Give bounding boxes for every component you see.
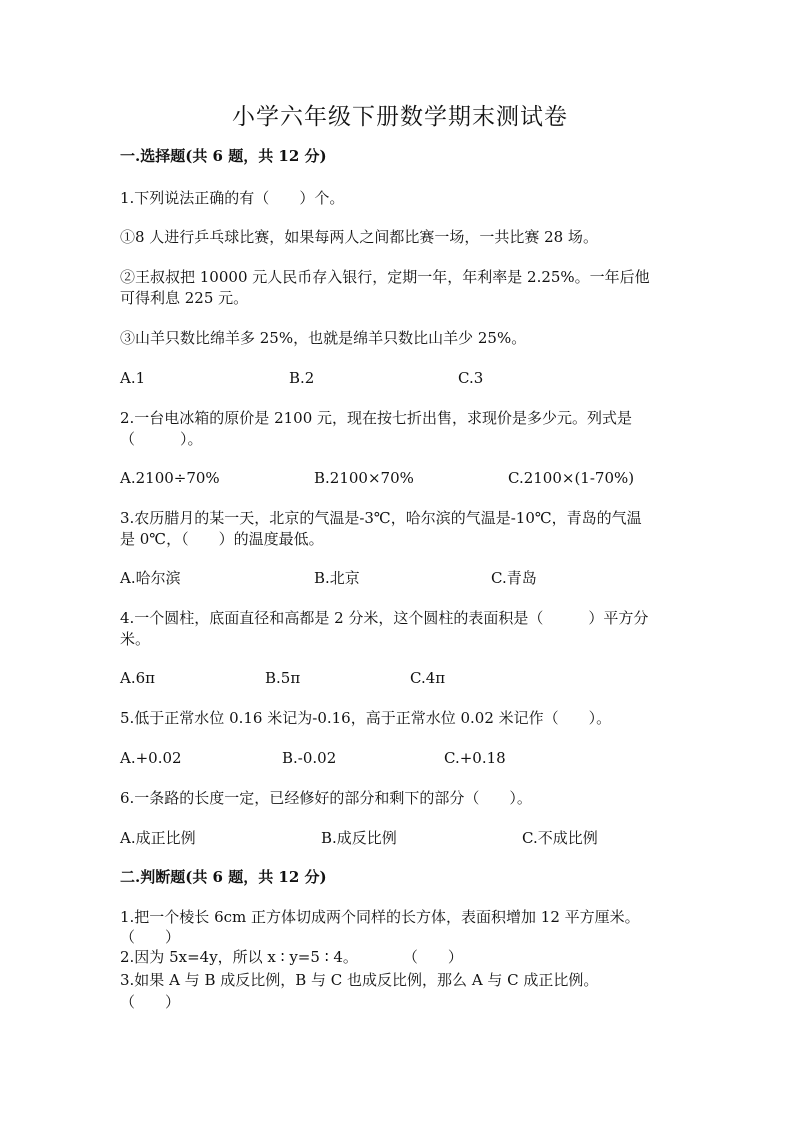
question-5-option-b: B.-0.02 (282, 749, 337, 767)
judgement-3-stem: 3.如果 A 与 B 成反比例，B 与 C 也成反比例，那么 A 与 C 成正比例。 (120, 971, 599, 989)
question-1-statement-2: ②王叔叔把 10000 元人民币存入银行，定期一年，年利率是 2.25%。一年后他 (120, 268, 650, 286)
question-1-option-a: A.1 (120, 369, 146, 387)
question-5-option-a: A.+0.02 (120, 749, 182, 767)
question-5-option-c: C.+0.18 (444, 749, 506, 767)
question-5-stem: 5.低于正常水位 0.16 米记为-0.16，高于正常水位 0.02 米记作（ ）。 (120, 709, 612, 727)
judgement-1-stem: 1.把一个棱长 6cm 正方体切成两个同样的长方体，表面积增加 12 平方厘米。 (120, 908, 640, 926)
section-heading-choice: 一.选择题(共 6 题，共 12 分) (120, 147, 327, 165)
question-4-option-a: A.6π (120, 669, 156, 687)
question-1-stem: 1.下列说法正确的有（ ）个。 (120, 189, 345, 207)
question-4-option-b: B.5π (265, 669, 301, 687)
question-6-option-c: C.不成比例 (522, 829, 598, 847)
question-2-option-c: C.2100×(1-70%) (508, 469, 635, 487)
question-6-option-a: A.成正比例 (120, 829, 196, 847)
question-1-option-b: B.2 (289, 369, 315, 387)
question-1-statement-3: ③山羊只数比绵羊多 25%，也就是绵羊只数比山羊少 25%。 (120, 329, 527, 347)
question-4-option-c: C.4π (410, 669, 446, 687)
judgement-3-answer-blank: （ ） (120, 993, 181, 1011)
judgement-2-stem: 2.因为 5x=4y，所以 x ∶ y=5 ∶ 4。 （ ） (120, 948, 463, 966)
question-1-statement-2-cont: 可得利息 225 元。 (120, 289, 249, 307)
question-3-option-a: A.哈尔滨 (120, 569, 181, 587)
question-2-option-b: B.2100×70% (314, 469, 414, 487)
question-1-option-c: C.3 (458, 369, 484, 387)
question-3-stem-cont: 是 0℃，（ ）的温度最低。 (120, 530, 324, 548)
section-heading-judgement: 二.判断题(共 6 题，共 12 分) (120, 868, 327, 886)
judgement-1-answer-blank: （ ） (120, 928, 181, 946)
question-4-stem-cont: 米。 (120, 630, 151, 648)
question-3-option-c: C.青岛 (491, 569, 537, 587)
question-1-statement-1: ①8 人进行乒乓球比赛，如果每两人之间都比赛一场，一共比赛 28 场。 (120, 228, 598, 246)
question-6-option-b: B.成反比例 (321, 829, 397, 847)
question-2-option-a: A.2100÷70% (120, 469, 220, 487)
question-3-option-b: B.北京 (314, 569, 360, 587)
question-4-stem: 4.一个圆柱，底面直径和高都是 2 分米，这个圆柱的表面积是（ ）平方分 (120, 609, 649, 627)
question-6-stem: 6.一条路的长度一定，已经修好的部分和剩下的部分（ ）。 (120, 789, 532, 807)
question-3-stem: 3.农历腊月的某一天，北京的气温是-3℃，哈尔滨的气温是-10℃，青岛的气温 (120, 509, 642, 527)
question-2-stem-cont: （ ）。 (120, 430, 203, 448)
page-title: 小学六年级下册数学期末测试卷 (232, 104, 568, 130)
question-2-stem: 2.一台电冰箱的原价是 2100 元，现在按七折出售，求现价是多少元。列式是 (120, 409, 633, 427)
